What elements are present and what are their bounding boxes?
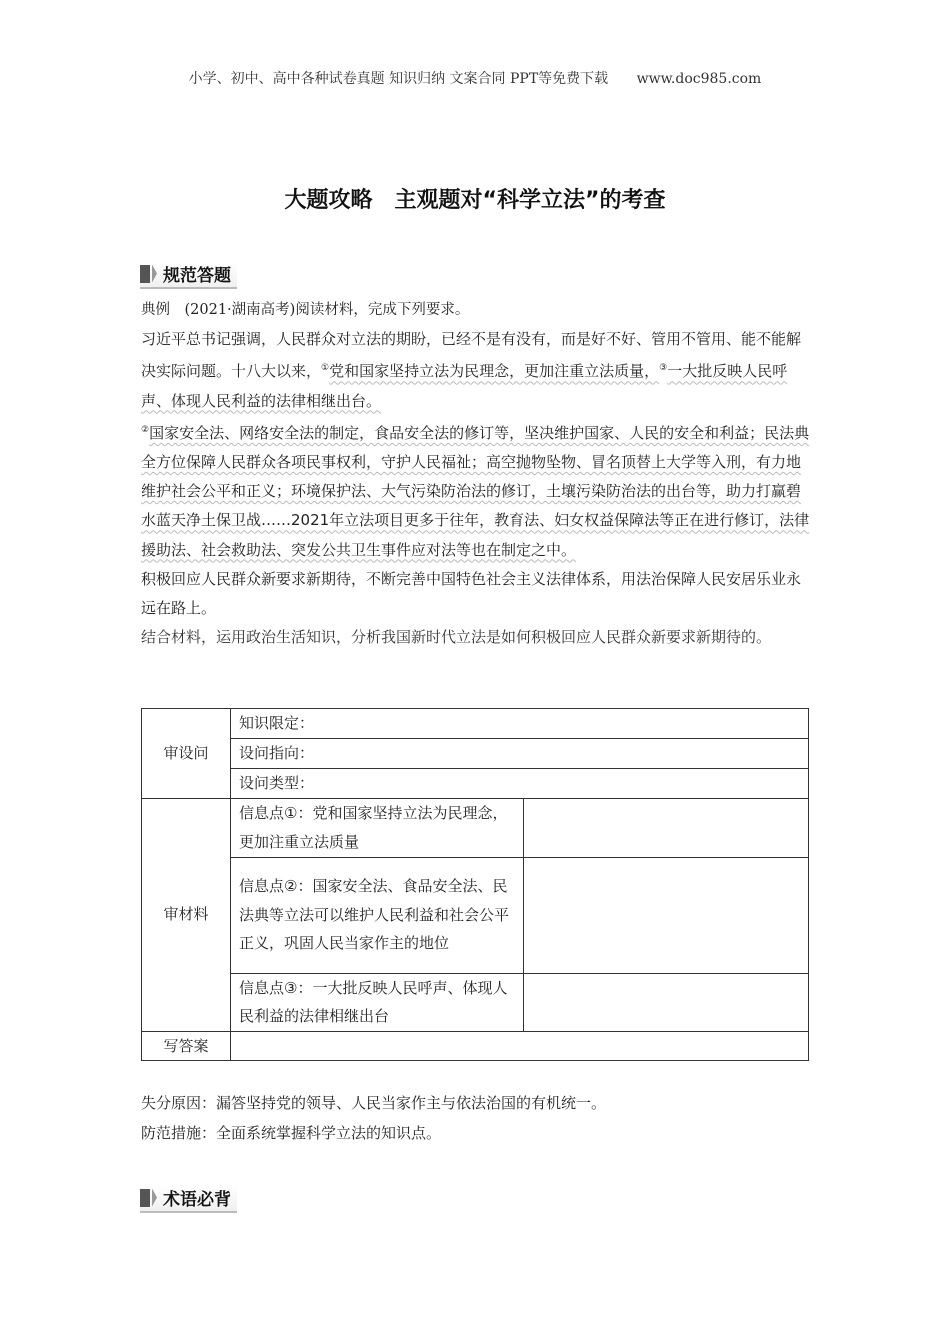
answer-cell[interactable] bbox=[524, 857, 809, 973]
material-paragraph-3: 积极回应人民群众新要求新期待，不断完善中国特色社会主义法律体系，用法治保障人民安居乐业永远在路上。 bbox=[141, 569, 802, 618]
cell: 设问类型： bbox=[231, 768, 809, 798]
example-intro: 典例 (2021·湖南高考)阅读材料，完成下列要求。 bbox=[141, 302, 470, 318]
header-text: 小学、初中、高中各种试卷真题 知识归纳 文案合同 PPT等免费下载 bbox=[188, 71, 609, 87]
info-point: 信息点③：一大批反映人民呼声、体现人民利益的法律相继出台 bbox=[231, 973, 524, 1031]
section-title: 术语必背 bbox=[163, 1190, 231, 1210]
section-heading-terms bbox=[140, 1185, 237, 1213]
document-body bbox=[141, 296, 811, 652]
marker: ③ bbox=[659, 363, 668, 374]
page-title: 大题攻略 主观题对“科学立法”的考查 bbox=[284, 188, 666, 213]
answer-cell[interactable] bbox=[524, 798, 809, 857]
material-paragraph-2 bbox=[141, 416, 811, 565]
section-marker-icon bbox=[140, 1189, 150, 1207]
underlined-text: 党和国家坚持立法为民理念，更加注重立法质量， bbox=[329, 362, 660, 381]
prevention: 防范措施：全面系统掌握科学立法的知识点。 bbox=[141, 1124, 442, 1142]
underlined-text: 国家安全法、网络安全法的制定，食品安全法的修订等，坚决维护国家、人民的安全和利益；民法典全方位保障人民群众各项民事权利，守护人民福祉；高空抛物坠物、冒名顶替上大学等入刑，有力地维护社会公平和正义；环境保护法、大气污染防治法的修订，土壤污染防治法的出台等，助力打赢碧水蓝天净土保卫战……2021年立法项目更多于往年，教育法、妇女权益保障法等正在进行修订，法律援助法、社会救助法、突发公共卫生事件应对法等也在制定之中。 bbox=[141, 423, 810, 559]
section-title: 规范答题 bbox=[163, 266, 231, 286]
cell: 设问指向： bbox=[231, 739, 809, 769]
section-heading-standard-answer bbox=[140, 261, 237, 289]
section-marker-icon bbox=[140, 265, 150, 283]
row-label: 写答案 bbox=[142, 1031, 231, 1061]
notes bbox=[141, 1088, 606, 1148]
cell: 知识限定： bbox=[231, 709, 809, 739]
underlined-text: 一大批反映人民呼声、体现人民利益的法律相继出台。 bbox=[141, 362, 788, 410]
info-point: 信息点②：国家安全法、食品安全法、民法典等立法可以维护人民利益和社会公平正义，巩固人民当家作主的地位 bbox=[231, 857, 524, 973]
marker: ① bbox=[321, 363, 330, 374]
question-text: 结合材料，运用政治生活知识，分析我国新时代立法是如何积极回应人民群众新要求新期待的。 bbox=[141, 628, 772, 647]
analysis-table bbox=[141, 708, 809, 1061]
loss-reason: 失分原因：漏答坚持党的领导、人民当家作主与依法治国的有机统一。 bbox=[141, 1094, 607, 1112]
row-label: 审材料 bbox=[142, 798, 231, 1031]
header-url[interactable]: www.doc985.com bbox=[636, 71, 762, 87]
material-paragraph-1 bbox=[141, 325, 811, 416]
section-arrow-icon bbox=[152, 1189, 157, 1207]
page-header bbox=[0, 68, 950, 88]
info-point: 信息点①：党和国家坚持立法为民理念，更加注重立法质量 bbox=[231, 798, 524, 857]
marker: ② bbox=[141, 424, 150, 435]
text: 习近平总书记强调，人民群众对立法的期盼，已经不是有没有，而是好不好、管用不管用、能不能解决实际问题。十八大以来， bbox=[141, 330, 802, 381]
section-arrow-icon bbox=[152, 265, 157, 283]
answer-cell[interactable] bbox=[231, 1031, 809, 1061]
row-label: 审设问 bbox=[142, 709, 231, 799]
answer-cell[interactable] bbox=[524, 973, 809, 1031]
